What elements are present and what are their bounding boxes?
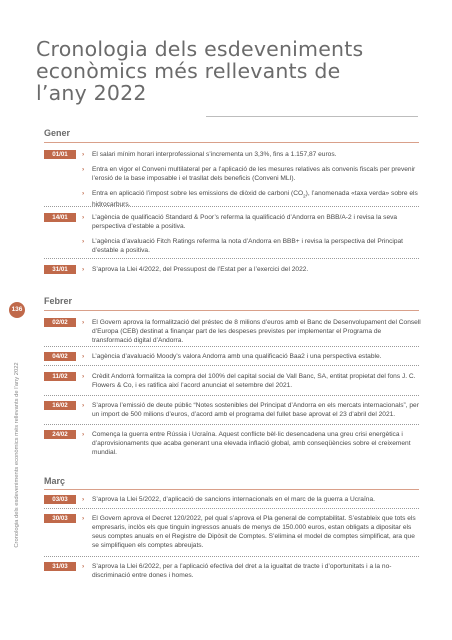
event-item — [82, 318, 422, 345]
date-badge: 14/01 — [44, 213, 76, 222]
month-heading-gener: Gener — [44, 128, 71, 138]
chevron-right-icon: › — [82, 515, 85, 522]
date-badge: 01/01 — [44, 150, 76, 159]
title-divider — [206, 116, 418, 117]
chevron-right-icon: › — [82, 266, 85, 273]
event-text: L’agència d’avaluació Fitch Ratings referma la nota d’Andorra en BBB+ i revisa la perspectiva del Principat d’estable a positiva. — [92, 238, 403, 254]
event-text: S’aprova la Llei 5/2022, d’aplicació de sancions internacionals en el marc de la guerra a Ucraïna. — [92, 496, 375, 503]
month-divider — [44, 489, 419, 490]
event-text: El salari mínim horari interprofessional s’incrementa un 3,3%, fins a 1.157,87 euros. — [92, 151, 337, 158]
date-badge: 11/02 — [44, 372, 76, 381]
chevron-right-icon: › — [82, 166, 85, 173]
entry-divider — [44, 556, 419, 557]
entry-divider — [44, 424, 419, 425]
chevron-right-icon: › — [82, 214, 85, 221]
event-item — [82, 372, 422, 390]
date-badge: 30/03 — [44, 514, 76, 523]
event-text: Crèdit Andorrà formalitza la compra del 100% del capital social de Vall Banc, SA, entitat propietat del fons J. C. Flowers & Co, i es ratifica així l’acord anunciat el setembre del 2021. — [92, 373, 416, 389]
event-text: El Govern aprova la formalització del préstec de 8 milions d’euros amb el Banc de Desenvolupament del Consell d’Europa (CEB) destinat a finançar part de les despeses previstes per implementar el Programa de transformació digital d’Andorra. — [92, 319, 421, 344]
date-badge: 24/02 — [44, 430, 76, 439]
event-item — [82, 562, 422, 580]
date-badge: 31/01 — [44, 265, 76, 274]
chevron-right-icon: › — [82, 402, 85, 409]
entry-divider — [44, 346, 419, 347]
chevron-right-icon: › — [82, 373, 85, 380]
month-divider — [44, 310, 419, 311]
event-text: Entra en aplicació l’impost sobre les emissions de diòxid de carboni $(CO_2)$, l’anomenada «taxa verda» sobre els hidrocarburs. — [92, 190, 418, 209]
event-item — [82, 495, 422, 504]
chevron-right-icon: › — [82, 238, 85, 245]
event-text: El Govern aprova el Decret 120/2022, pel qual s’aprova el Pla general de comptabilitat. S’estableix que tots els empresaris, inclòs els que tinguin ingressos anuals de menys de 150.000 euros, estan obligats a dipositar els seus comptes anuals en el Registre de Dipòsit de Comptes. S’elimina el model de comptes simplificat, ara que se simplifiquen els comptes abreujats. — [92, 515, 416, 549]
event-item — [82, 213, 422, 231]
page-title — [36, 38, 366, 104]
event-text: Entra en vigor el Conveni multilateral per a l’aplicació de les mesures relatives als convenis fiscals per prevenir l’erosió de la base imposable i el trasllat dels beneficis (Conveni MLI). — [92, 166, 416, 182]
event-text: S’aprova l’emissió de deute públic “Notes sostenibles del Principat d’Andorra en els mercats internacionals”, per un import de 500 milions d’euros, d’acord amb el programa del fullet base aprovat el 23 d’abril del 2021. — [92, 402, 419, 418]
entry-divider — [44, 258, 419, 259]
chevron-right-icon: › — [82, 151, 85, 158]
date-badge: 31/03 — [44, 562, 76, 571]
chevron-right-icon: › — [82, 496, 85, 503]
chevron-right-icon: › — [82, 190, 85, 197]
chevron-right-icon: › — [82, 353, 85, 360]
chevron-right-icon: › — [82, 563, 85, 570]
date-badge: 04/02 — [44, 352, 76, 361]
page-title-line: econòmics més rellevants de — [36, 59, 341, 83]
event-item — [82, 237, 422, 255]
entry-divider — [44, 206, 419, 207]
event-item — [82, 430, 422, 457]
event-item — [82, 401, 422, 419]
entry-divider — [44, 508, 419, 509]
month-divider — [44, 142, 419, 143]
date-badge: 03/03 — [44, 495, 76, 504]
event-text: L’agència de qualificació Standard & Poor’s referma la qualificació d’Andorra en BBB/A-2 i revisa la seva perspectiva d’estable a positiva. — [92, 214, 398, 230]
month-heading-febrer: Febrer — [44, 296, 73, 306]
entry-divider — [44, 395, 419, 396]
entry-divider — [44, 365, 419, 366]
event-item — [82, 150, 422, 159]
event-item — [82, 514, 422, 550]
side-running-title: Cronologia dels esdeveniments econòmics més rellevants de l’any 2022 — [14, 362, 20, 548]
page-title-line: l’any 2022 — [36, 81, 147, 105]
event-item — [82, 352, 422, 361]
month-heading-marc: Març — [44, 476, 66, 486]
event-text: S’aprova la Llei 6/2022, per a l’aplicació efectiva del dret a la igualtat de tracte i d’oportunitats i a la no-discriminació entre dones i homes. — [92, 563, 392, 579]
date-badge: 16/02 — [44, 401, 76, 410]
chevron-right-icon: › — [82, 319, 85, 326]
event-item — [82, 165, 422, 183]
event-text: Comença la guerra entre Rússia i Ucraïna. Aquest conflicte bèl·lic desencadena una greu crisi energètica i d’aprovisionaments que acaba generant una elevada inflació global, amb conseqüències sobre el creixement mundial. — [92, 431, 411, 456]
chevron-right-icon: › — [82, 431, 85, 438]
event-text: S’aprova la Llei 4/2022, del Pressupost de l’Estat per a l’exercici del 2022. — [92, 266, 309, 273]
date-badge: 02/02 — [44, 318, 76, 327]
page-number-badge: 136 — [9, 302, 25, 318]
event-item — [82, 265, 422, 274]
event-text: L’agència d’avaluació Moody’s valora Andorra amb una qualificació Baa2 i una perspectiva estable. — [92, 353, 382, 360]
page-title-line: Cronologia dels esdeveniments — [36, 37, 364, 61]
